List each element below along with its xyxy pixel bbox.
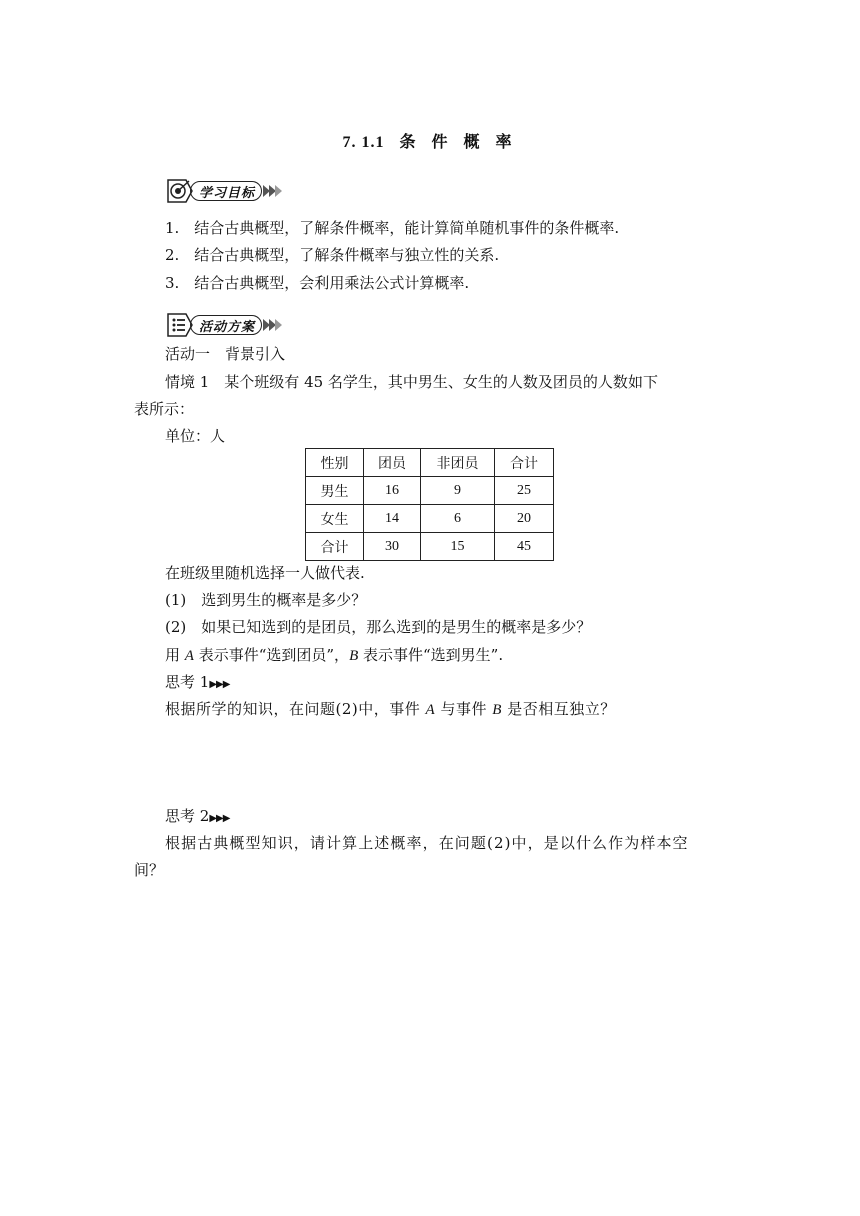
- table-cell: 6: [421, 505, 495, 533]
- objective-item: 3. 结合古典概型，会利用乘法公式计算概率.: [165, 274, 470, 292]
- triangle-marker-icon: ▶▶▶: [209, 813, 230, 824]
- table-cell: 20: [495, 505, 554, 533]
- event-b: B: [349, 648, 359, 664]
- objectives-badge: [164, 178, 282, 204]
- situation-text: 情境 1 某个班级有 45 名学生，其中男生、女生的人数及团员的人数如下: [165, 373, 658, 391]
- select-text: 在班级里随机选择一人做代表.: [165, 564, 365, 582]
- unit-label: 单位：人: [165, 427, 226, 445]
- table-header-row: [306, 449, 554, 477]
- think-2-label: 思考 2: [165, 807, 210, 825]
- student-table: [305, 448, 554, 561]
- table-header: 性别: [306, 449, 364, 477]
- table-header: 非团员: [421, 449, 495, 477]
- text-segment: 用: [165, 646, 185, 664]
- text-segment: 表示事件“选到男生”.: [358, 646, 504, 664]
- event-definition: [165, 645, 503, 666]
- section-title: 条 件 概 率: [399, 134, 518, 151]
- table-row: [306, 533, 554, 561]
- think-2-heading: [165, 806, 229, 829]
- objective-item: 1. 结合古典概型，了解条件概率，能计算简单随机事件的条件概率.: [165, 219, 620, 237]
- section-number: 7. 1.1: [342, 134, 385, 151]
- activities-badge-label: 活动方案: [190, 315, 262, 335]
- question-2: (2) 如果已知选到的是团员，那么选到的是男生的概率是多少？: [165, 618, 592, 636]
- text-segment: 表示事件“选到团员”，: [193, 646, 350, 664]
- table-cell: 45: [495, 533, 554, 561]
- activities-badge: [164, 312, 282, 338]
- activity-title: 活动一 背景引入: [165, 345, 286, 363]
- page-title: [0, 129, 860, 152]
- table-cell: 14: [364, 505, 421, 533]
- table-row: [306, 505, 554, 533]
- think-2-text-cont: 间？: [134, 861, 165, 879]
- situation-text-cont: 表所示：: [134, 400, 195, 418]
- table-cell: 9: [421, 477, 495, 505]
- table-cell: 女生: [306, 505, 364, 533]
- text-segment: 与事件: [435, 700, 493, 718]
- text-segment: 根据所学的知识，在问题(2)中，事件: [165, 700, 426, 718]
- question-1: (1) 选到男生的概率是多少？: [165, 591, 367, 609]
- table-cell: 16: [364, 477, 421, 505]
- table-cell: 15: [421, 533, 495, 561]
- table-cell: 30: [364, 533, 421, 561]
- event-a: A: [184, 648, 194, 664]
- think-2-text: 根据古典概型知识，请计算上述概率，在问题(2)中，是以什么作为样本空: [165, 834, 689, 852]
- event-b: B: [492, 702, 502, 718]
- table-cell: 25: [495, 477, 554, 505]
- table-row: [306, 477, 554, 505]
- think-1-label: 思考 1: [165, 673, 210, 691]
- think-1-heading: [165, 672, 229, 695]
- think-1-text: [165, 699, 616, 720]
- table-header: 合计: [495, 449, 554, 477]
- table-cell: 合计: [306, 533, 364, 561]
- table-header: 团员: [364, 449, 421, 477]
- table-cell: 男生: [306, 477, 364, 505]
- chevrons-icon: [264, 185, 282, 197]
- objective-item: 2. 结合古典概型，了解条件概率与独立性的关系.: [165, 246, 500, 264]
- text-segment: 是否相互独立？: [501, 700, 616, 718]
- chevrons-icon: [264, 319, 282, 331]
- event-a: A: [425, 702, 436, 718]
- triangle-marker-icon: ▶▶▶: [209, 679, 230, 690]
- objectives-badge-label: 学习目标: [190, 181, 262, 201]
